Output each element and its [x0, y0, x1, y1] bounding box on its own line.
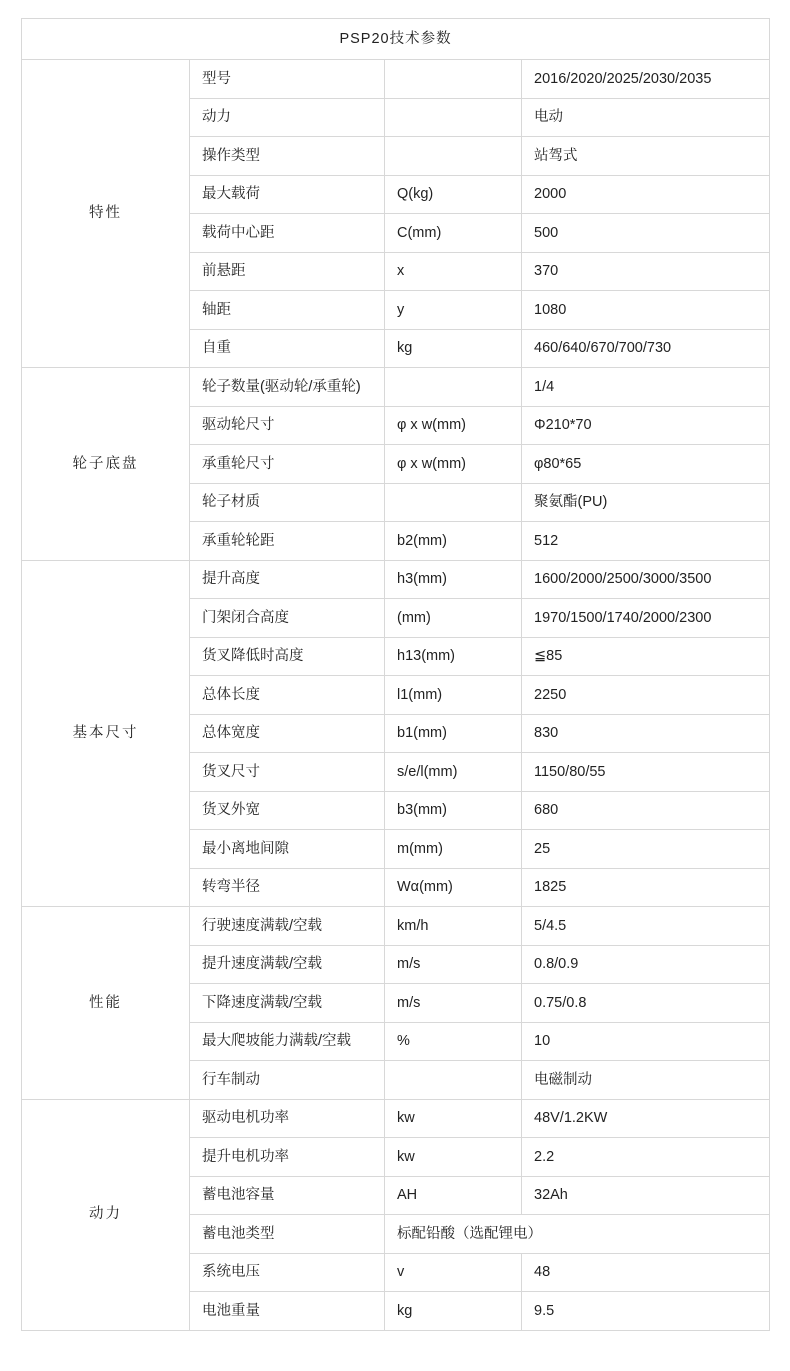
parameter-name-cell: 下降速度满载/空载 [190, 984, 385, 1023]
parameter-unit-cell: (mm) [385, 599, 522, 638]
parameter-unit-cell [385, 368, 522, 407]
parameter-name-cell: 自重 [190, 329, 385, 368]
parameter-value-cell: 48 [522, 1253, 770, 1292]
parameter-unit-cell: Wα(mm) [385, 868, 522, 907]
parameter-name-cell: 门架闭合高度 [190, 599, 385, 638]
parameter-name-cell: 轮子材质 [190, 483, 385, 522]
parameter-value-cell: 2.2 [522, 1138, 770, 1177]
parameter-value-cell: φ80*65 [522, 445, 770, 484]
parameter-value-cell: 9.5 [522, 1292, 770, 1331]
parameter-name-cell: 操作类型 [190, 137, 385, 176]
parameter-value-cell: 1150/80/55 [522, 753, 770, 792]
parameter-name-cell: 货叉尺寸 [190, 753, 385, 792]
parameter-name-cell: 轮子数量(驱动轮/承重轮) [190, 368, 385, 407]
parameter-unit-cell: φ x w(mm) [385, 445, 522, 484]
parameter-name-cell: 驱动电机功率 [190, 1099, 385, 1138]
parameter-value-cell: 1825 [522, 868, 770, 907]
parameter-unit-cell: m(mm) [385, 830, 522, 869]
parameter-value-cell: 32Ah [522, 1176, 770, 1215]
parameter-value-cell: 1970/1500/1740/2000/2300 [522, 599, 770, 638]
parameter-name-cell: 提升高度 [190, 560, 385, 599]
group-label-cell: 动力 [22, 1099, 190, 1330]
parameter-name-cell: 蓄电池容量 [190, 1176, 385, 1215]
specification-table-body [22, 19, 770, 1331]
table-row [22, 907, 770, 946]
parameter-name-cell: 行驶速度满载/空载 [190, 907, 385, 946]
parameter-unit-cell: φ x w(mm) [385, 406, 522, 445]
group-label-cell: 轮子底盘 [22, 368, 190, 561]
parameter-name-cell: 总体宽度 [190, 714, 385, 753]
parameter-value-cell: 25 [522, 830, 770, 869]
parameter-name-cell: 电池重量 [190, 1292, 385, 1331]
parameter-value-cell: ≦85 [522, 637, 770, 676]
parameter-value-cell: 站驾式 [522, 137, 770, 176]
parameter-value-cell: 2250 [522, 676, 770, 715]
parameter-name-cell: 蓄电池类型 [190, 1215, 385, 1254]
parameter-name-cell: 动力 [190, 98, 385, 137]
parameter-name-cell: 最大载荷 [190, 175, 385, 214]
group-label-cell: 性能 [22, 907, 190, 1100]
parameter-value-cell: 0.75/0.8 [522, 984, 770, 1023]
parameter-value-cell: 460/640/670/700/730 [522, 329, 770, 368]
parameter-unit-cell: h13(mm) [385, 637, 522, 676]
parameter-name-cell: 轴距 [190, 291, 385, 330]
parameter-unit-cell: y [385, 291, 522, 330]
parameter-unit-cell [385, 483, 522, 522]
table-row [22, 1099, 770, 1138]
parameter-unit-cell: b1(mm) [385, 714, 522, 753]
parameter-value-cell: 512 [522, 522, 770, 561]
parameter-value-cell: 370 [522, 252, 770, 291]
parameter-unit-cell: h3(mm) [385, 560, 522, 599]
parameter-value-cell: Φ210*70 [522, 406, 770, 445]
parameter-value-cell: 聚氨酯(PU) [522, 483, 770, 522]
table-row [22, 368, 770, 407]
parameter-name-cell: 货叉外宽 [190, 791, 385, 830]
parameter-unit-cell: x [385, 252, 522, 291]
parameter-unit-cell [385, 1061, 522, 1100]
parameter-name-cell: 驱动轮尺寸 [190, 406, 385, 445]
parameter-value-cell: 48V/1.2KW [522, 1099, 770, 1138]
parameter-value-cell: 1/4 [522, 368, 770, 407]
page-title: PSP20技术参数 [22, 19, 770, 60]
parameter-unit-cell: kg [385, 329, 522, 368]
parameter-name-cell: 承重轮尺寸 [190, 445, 385, 484]
group-label-cell: 特性 [22, 60, 190, 368]
parameter-value-cell: 500 [522, 214, 770, 253]
parameter-unit-cell: AH [385, 1176, 522, 1215]
parameter-value-cell: 0.8/0.9 [522, 945, 770, 984]
parameter-name-cell: 转弯半径 [190, 868, 385, 907]
specification-table [21, 18, 770, 1331]
table-row [22, 560, 770, 599]
parameter-unit-cell: kw [385, 1099, 522, 1138]
parameter-value-cell: 830 [522, 714, 770, 753]
parameter-value-cell: 5/4.5 [522, 907, 770, 946]
parameter-unit-cell: s/e/l(mm) [385, 753, 522, 792]
table-row [22, 60, 770, 99]
parameter-name-cell: 总体长度 [190, 676, 385, 715]
parameter-name-cell: 承重轮轮距 [190, 522, 385, 561]
parameter-value-cell: 1080 [522, 291, 770, 330]
parameter-value-cell: 10 [522, 1022, 770, 1061]
parameter-value-cell: 电磁制动 [522, 1061, 770, 1100]
parameter-value-cell: 2016/2020/2025/2030/2035 [522, 60, 770, 99]
table-title-row [22, 19, 770, 60]
parameter-name-cell: 型号 [190, 60, 385, 99]
parameter-unit-cell [385, 60, 522, 99]
parameter-value-cell: 电动 [522, 98, 770, 137]
parameter-unit-cell: l1(mm) [385, 676, 522, 715]
parameter-unit-cell: kw [385, 1138, 522, 1177]
parameter-name-cell: 货叉降低时高度 [190, 637, 385, 676]
parameter-value-cell: 标配铅酸（选配锂电） [385, 1215, 770, 1254]
group-label-cell: 基本尺寸 [22, 560, 190, 907]
parameter-name-cell: 系统电压 [190, 1253, 385, 1292]
parameter-unit-cell: v [385, 1253, 522, 1292]
parameter-name-cell: 前悬距 [190, 252, 385, 291]
parameter-unit-cell: km/h [385, 907, 522, 946]
parameter-unit-cell: C(mm) [385, 214, 522, 253]
parameter-unit-cell: kg [385, 1292, 522, 1331]
parameter-name-cell: 提升电机功率 [190, 1138, 385, 1177]
parameter-value-cell: 680 [522, 791, 770, 830]
parameter-unit-cell: Q(kg) [385, 175, 522, 214]
parameter-name-cell: 最大爬坡能力满载/空载 [190, 1022, 385, 1061]
parameter-unit-cell [385, 137, 522, 176]
parameter-value-cell: 1600/2000/2500/3000/3500 [522, 560, 770, 599]
parameter-value-cell: 2000 [522, 175, 770, 214]
parameter-unit-cell [385, 98, 522, 137]
parameter-unit-cell: b3(mm) [385, 791, 522, 830]
parameter-name-cell: 提升速度满载/空载 [190, 945, 385, 984]
parameter-name-cell: 载荷中心距 [190, 214, 385, 253]
parameter-unit-cell: % [385, 1022, 522, 1061]
parameter-name-cell: 最小离地间隙 [190, 830, 385, 869]
parameter-unit-cell: m/s [385, 945, 522, 984]
parameter-unit-cell: b2(mm) [385, 522, 522, 561]
parameter-name-cell: 行车制动 [190, 1061, 385, 1100]
parameter-unit-cell: m/s [385, 984, 522, 1023]
